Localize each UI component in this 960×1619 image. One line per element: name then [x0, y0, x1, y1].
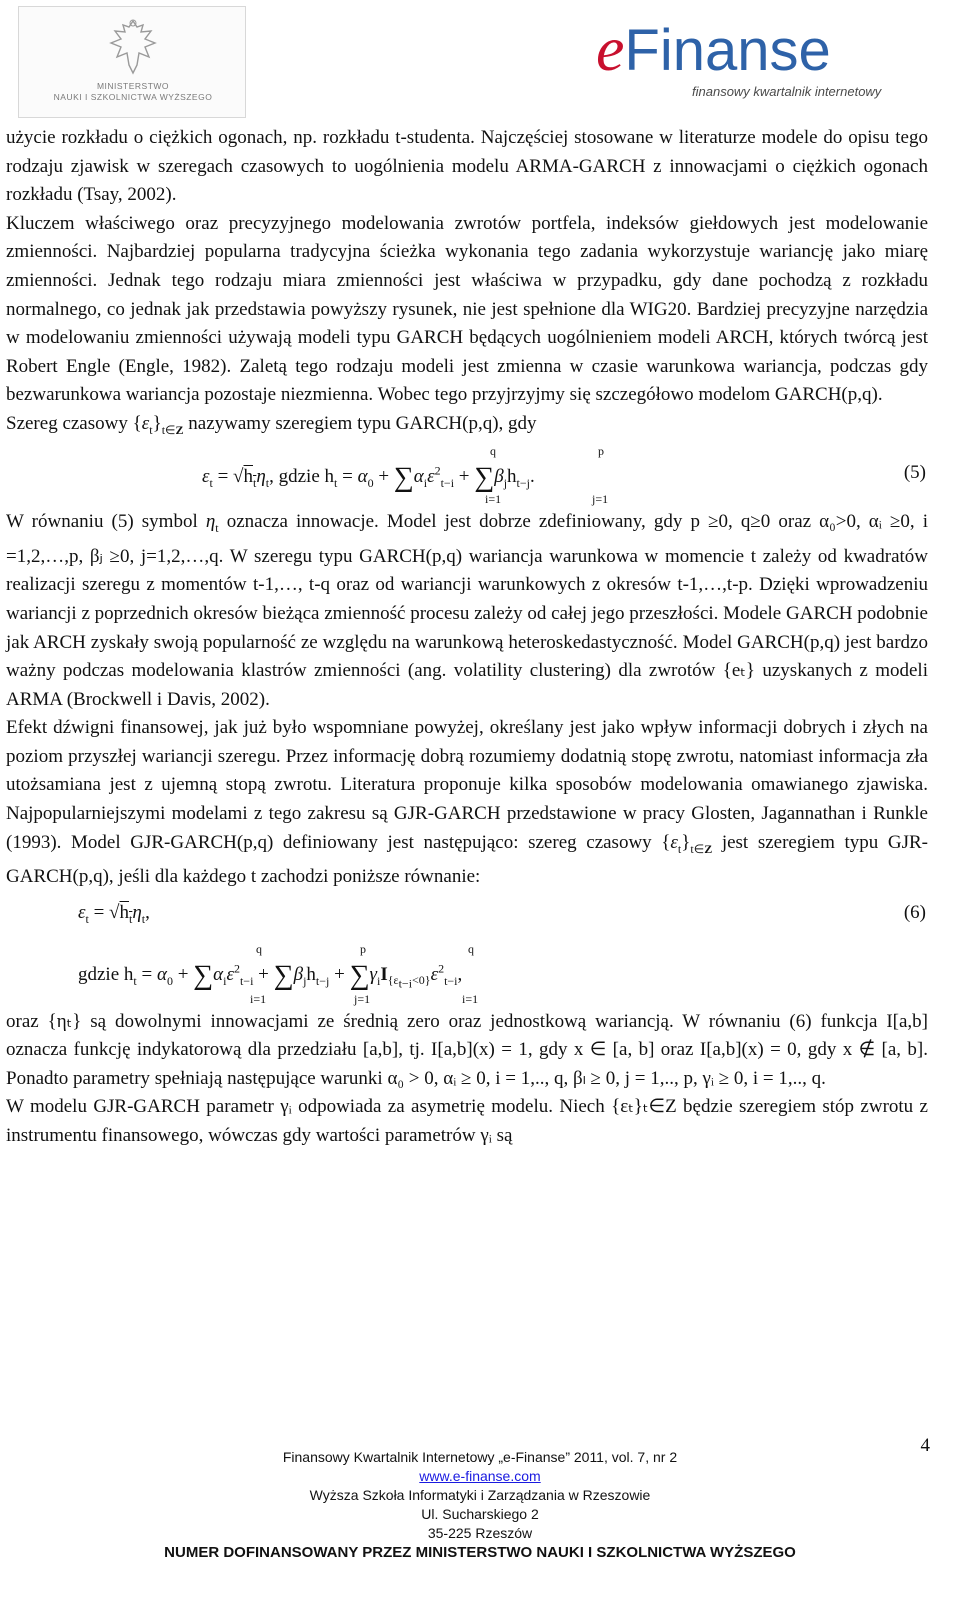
logo-main: Finanse [624, 18, 831, 83]
footer-city: 35-225 Rzeszów [427, 1525, 533, 1541]
sum6-1-upper: q [256, 941, 262, 956]
sum6-3-lower: i=1 [462, 991, 479, 1006]
page-number: 4 [920, 1435, 930, 1456]
logo-wordmark [596, 14, 831, 86]
article-body [6, 124, 928, 1151]
sum6-2-upper: p [360, 941, 366, 956]
equation-6b-body: gdzie $h_t = \alpha_0 + \sum\alpha_i\varepsilon^2_{t-i} + \sum\beta_jh_{t-j} + \sum\gamma_iI_{\{\varepsilon_{t-i}<0\}}\varepsilon^2_{t-i}$, [78, 959, 463, 991]
p4-text-b: oznacza innowacje. Model jest dobrze zdefiniowany, gdy p ≥0, [226, 511, 733, 533]
eq6-gdzie: gdzie [78, 963, 120, 985]
sum2-lower: j=1 [592, 492, 609, 507]
footer-journal: Finansowy Kwartalnik Internetowy „e-Finanse” 2011, vol. 7, nr 2 [282, 1449, 678, 1465]
p4-text-c: q≥0 oraz α₀>0, αᵢ ≥0, i =1,2,…,p, βⱼ ≥0, j=1,2,…,q. W szeregu typu GARCH(p,q) wariancja warunkowa w momencie t zależy od kwadratów realizacji szeregu z momentów t-1,…, t-q oraz od wariancji warunkowych z okresów t-1,…,t-p. Dzięki wprowadzeniu wariancji z poprzednich okresów bieżąca zmienność procesu zależy od całej jego przeszłości. Modele GARCH podobnie jak ARCH zyskały swoją popularność ze względu na warunkową heteroskedastyczność. Model GARCH(p,q) jest bardzo ważny podczas modelowania klastrów zmienności (ang. volatility clustering) dla zwrotów {eₜ} uzyskanych z modeli ARMA (Brockwell i Davis, 2002). [6, 511, 928, 710]
p3-text-b: nazywamy szeregiem typu GARCH(p,q), gdy [188, 412, 537, 434]
ministry-name-line1: MINISTERSTWO [96, 81, 170, 91]
logo-subtitle: finansowy kwartalnik internetowy [692, 84, 882, 99]
p5-text-b: jest szeregiem typu GJR-GARCH(p,q), jeśli dla każdego t zachodzi poniższe równanie: [6, 831, 928, 888]
sum1-upper: q [490, 444, 496, 459]
logo-e: e [596, 13, 625, 84]
page-footer [0, 1448, 960, 1562]
efinanse-logo [596, 14, 948, 114]
ministry-logo [18, 6, 246, 118]
paragraph-4: W równaniu (5) symbol $\eta_t$ oznacza innowacje. Model jest dobrze zdefiniowany, gdy p ≥0, q≥0 oraz α₀>0, αᵢ ≥0, i =1,2,…,p, βⱼ ≥0, j=1,2,…,q. W szeregu typu GARCH(p,q) wariancja warunkowa w momencie t zależy od kwadratów realizacji szeregu z momentów t-1,…, t-q oraz od wariancji warunkowych z okresów t-1,…,t-p. Dzięki wprowadzeniu wariancji z poprzednich okresów bieżąca zmienność procesu zależy od całej jego przeszłości. Modele GARCH podobnie jak ARCH zyskały swoją popularność ze względu na warunkową heteroskedastyczność. Model GARCH(p,q) jest bardzo ważny podczas modelowania klastrów zmienności (ang. volatility clustering) dla zwrotów {eₜ} uzyskanych z modeli ARMA (Brockwell i Davis, 2002). [6, 511, 928, 710]
equation-6-number: (6) [903, 901, 926, 923]
footer-funding-note: NUMER DOFINANSOWANY PRZEZ MINISTERSTWO NAUKI I SZKOLNICTWA WYŻSZEGO [164, 1544, 796, 1561]
paragraph-7: W modelu GJR-GARCH parametr γᵢ odpowiada za asymetrię modelu. Niech {εₜ}ₜ∈Z będzie szeregiem stóp zwrotu z instrumentu finansowego, wówczas gdy wartości parametrów γᵢ są [6, 1096, 928, 1147]
equation-5-number: (5) [903, 462, 926, 484]
paragraph-5: Efekt dźwigni finansowej, jak już było wspomniane powyżej, określany jest jako wpływ informacji dobrych i złych na poziom przyszłej wariancji szeregu. Przez informację dobrą rozumiemy dodatnią stopę zwrotu, natomiast informacja zła utożsamiana jest z ujemną stopą zwrotu. Literatura proponuje kilka sposobów modelowania omawianego zjawiska. Najpopularniejszymi modelami z tego zakresu są GJR-GARCH przedstawione w pracy Glosten, Jagannathan i Runkle (1993). Model GJR-GARCH(p,q) definiowany jest następująco: szereg czasowy $\{\varepsilon_t\}_{t\in Z}$ jest szeregiem typu GJR-GARCH(p,q), jeśli dla każdego t zachodzi poniższe równanie: [6, 717, 928, 888]
eagle-emblem-icon [107, 17, 159, 77]
page-header [0, 0, 960, 120]
footer-website-link[interactable]: www.e-finanse.com [419, 1468, 541, 1484]
equation-6a [6, 892, 928, 942]
sum2-upper: p [598, 444, 604, 459]
p5-text-a: Efekt dźwigni finansowej, jak już było wspomniane powyżej, określany jest jako wpływ informacji dobrych i złych na poziom przyszłej wariancji szeregu. Przez informację dobrą rozumiemy dodatnią stopę zwrotu, natomiast informacja zła utożsamiana jest z ujemną stopą zwrotu. Literatura proponuje kilka sposobów modelowania omawianego zjawiska. Najpopularniejszymi modelami z tego zakresu są GJR-GARCH przedstawione w pracy Glosten, Jagannathan i Runkle (1993). Model GJR-GARCH(p,q) definiowany jest następująco: szereg czasowy [6, 717, 928, 853]
paragraph-1: użycie rozkładu o ciężkich ogonach, np. rozkładu t-studenta. Najczęściej stosowane w literaturze modele do opisu tego rodzaju zjawisk w szeregach czasowych to uogólnienia modelu ARMA-GARCH z innowacjami o ciężkich ogonach rozkładu (Tsay, 2002). [6, 127, 928, 206]
sum6-1-lower: i=1 [250, 991, 267, 1006]
footer-street: Ul. Sucharskiego 2 [421, 1506, 539, 1522]
ministry-name-line2: NAUKI I SZKOLNICTWA WYŻSZEGO [53, 92, 213, 102]
footer-school: Wyższa Szkoła Informatyki i Zarządzania w Rzeszowie [309, 1487, 651, 1503]
sum6-3-upper: q [468, 941, 474, 956]
ministry-name [19, 81, 247, 103]
paragraph-2: Kluczem właściwego oraz precyzyjnego modelowania zwrotów portfela, indeksów giełdowych jest modelowanie zmienności. Najbardziej popularna tradycyjna ścieżka wykonania tego zadania wykorzystuje wariancję jako miarę zmienności. Jednak tego rodzaju miara zmienności jest właściwa w przypadku, gdy dane pochodzą z rozkładu normalnego, co jednak jak przedstawia powyższy rysunek, nie jest spełnione dla WIG20. Bardziej precyzyjne narzędzia w modelowaniu zmienności używają modeli typu GARCH będących uogólnieniem modeli ARCH, których twórcą jest Robert Engle (Engle, 1982). Zaletą tego rodzaju modeli jest zmienna w czasie warunkowa wariancja, podczas gdy bezwarunkowa wariancja pozostaje niezmienna. Wobec tego przyjrzyjmy się szczegółowo modelom GARCH(p,q). [6, 212, 928, 406]
equation-5-body: $\varepsilon_t = √h_t\eta_t$, gdzie $h_t = \alpha_0 + \sum\alpha_i\varepsilon^2_{t-i} + \sum\beta_jh_{t-j}$. [202, 462, 535, 494]
equation-6a-body: $\varepsilon_t = √h_t\eta_t$, [78, 901, 150, 926]
p3-text-a: Szereg czasowy [6, 412, 128, 434]
equation-6b [6, 942, 928, 1008]
p4-text-a: W równaniu (5) symbol [6, 511, 198, 533]
sum1-lower: i=1 [485, 492, 502, 507]
paragraph-6: oraz {ηₜ} są dowolnymi innowacjami ze średnią zero oraz jednostkową wariancją. W równaniu (6) funkcja I[a,b] oznacza funkcję indykatorową dla przedziału [a,b], tj. I[a,b](x) = 1, gdy x ∈ [a, b] oraz I[a,b](x) = 0, gdy x ∉ [a, b]. Ponadto parametry spełniają następujące warunki α₀ > 0, αᵢ ≥ 0, i = 1,.., q, βₗ ≥ 0, j = 1,.., p, γᵢ ≥ 0, i = 1,.., q. [6, 1010, 928, 1089]
paragraph-3: Szereg czasowy $\{\varepsilon_t\}_{t\in Z}$ nazywamy szeregiem typu GARCH(p,q), gdy [6, 412, 537, 437]
equation-5 [6, 444, 928, 508]
eq5-gdzie: , gdzie [269, 466, 320, 488]
sum6-2-lower: j=1 [354, 991, 371, 1006]
